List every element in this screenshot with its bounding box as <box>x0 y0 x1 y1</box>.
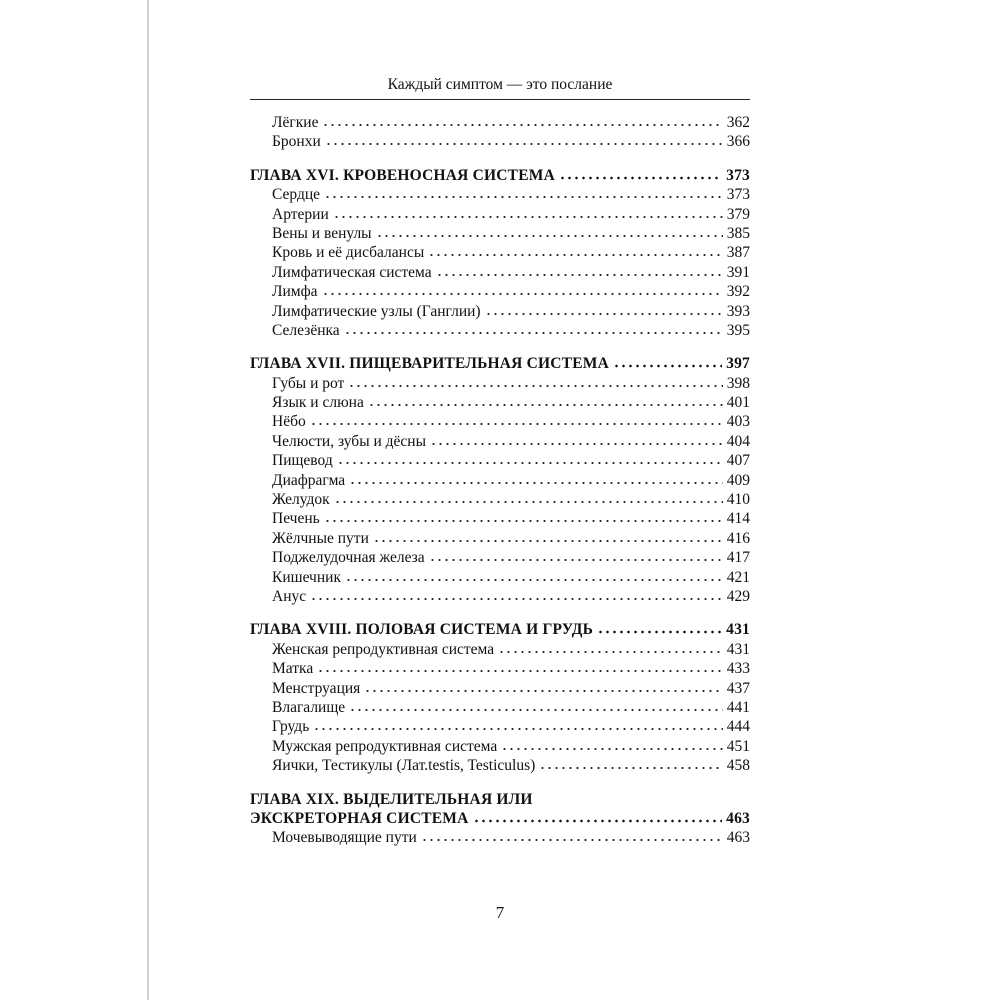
toc-entry-label: Мочевыводящие пути <box>272 829 417 847</box>
toc-entry <box>250 432 750 451</box>
chapter-title: ГЛАВА XVII. ПИЩЕВАРИТЕЛЬНАЯ СИСТЕМА <box>250 355 609 373</box>
toc-entry-label: Вены и венулы <box>272 224 372 242</box>
dot-leader <box>345 568 723 582</box>
toc-entry-page: 379 <box>726 205 750 223</box>
toc-entry-label: Мужская репродуктивная система <box>272 737 498 755</box>
dot-leader <box>364 679 722 693</box>
toc-entry-label: Пищевод <box>272 452 333 470</box>
toc-entry-label: Поджелудочная железа <box>272 549 425 567</box>
toc-entry-page: 385 <box>726 224 750 242</box>
chapter-heading <box>250 620 750 639</box>
chapter-heading <box>250 790 750 829</box>
toc-entry-label: Бронхи <box>272 133 321 151</box>
toc-entry-page: 362 <box>726 114 750 131</box>
toc-entry <box>250 205 750 224</box>
toc-entry <box>250 132 750 151</box>
dot-leader <box>539 756 722 770</box>
toc-entry-label: Челюсти, зубы и дёсны <box>272 432 427 450</box>
toc-entry <box>250 113 750 132</box>
toc-entry-label: Кишечник <box>272 568 341 586</box>
toc-entry <box>250 412 750 431</box>
toc-entry-label: Лимфатическая система <box>272 263 432 281</box>
toc-continued-group <box>250 113 750 152</box>
toc-entry <box>250 659 750 678</box>
toc-entry <box>250 587 750 606</box>
toc-entry-label: Селезёнка <box>272 321 340 339</box>
toc-entry <box>250 224 750 243</box>
toc-chapter-17 <box>250 354 750 606</box>
toc-entry <box>250 302 750 321</box>
dot-leader <box>421 828 723 842</box>
toc-entry <box>250 243 750 262</box>
toc-chapter-19 <box>250 790 750 848</box>
chapter-heading-line-2 <box>250 809 750 828</box>
chapter-title-line-2: ЭКСКРЕТОРНАЯ СИСТЕМА <box>250 809 469 827</box>
toc-entry-label: Диафрагма <box>272 471 346 489</box>
dot-leader <box>324 185 723 199</box>
chapter-page: 397 <box>726 355 750 373</box>
dot-leader <box>498 640 723 654</box>
toc-entry-label: Лёгкие <box>272 114 319 131</box>
dot-leader <box>349 698 723 712</box>
toc-entry-label: Женская репродуктивная система <box>272 640 495 658</box>
toc-entry-page: 429 <box>726 587 750 605</box>
toc-entry <box>250 490 750 509</box>
dot-leader <box>348 374 722 388</box>
toc-entry-label: Анус <box>272 587 307 605</box>
toc-entry <box>250 640 750 659</box>
running-title: Каждый симптом — это послание <box>387 76 613 93</box>
toc-entry-label: Язык и слюна <box>272 394 364 412</box>
toc-entry-page: 393 <box>726 302 750 320</box>
toc-entry <box>250 679 750 698</box>
dot-leader <box>428 243 722 257</box>
toc-entry-page: 398 <box>726 374 750 392</box>
page-number: 7 <box>495 903 505 922</box>
toc-entry-label: Артерии <box>272 205 329 223</box>
toc-entry <box>250 263 750 282</box>
toc-entry-page: 416 <box>726 529 750 547</box>
dot-leader <box>373 529 723 543</box>
chapter-heading <box>250 354 750 373</box>
dot-leader <box>559 166 722 180</box>
chapter-page: 431 <box>726 621 750 639</box>
toc-entry-page: 441 <box>726 698 750 716</box>
toc-entry-label: Губы и рот <box>272 374 345 392</box>
toc-entry-page: 392 <box>726 283 750 301</box>
toc-entry <box>250 451 750 470</box>
toc-entry-page: 444 <box>726 718 750 736</box>
dot-leader <box>344 321 723 335</box>
toc-entry-page: 366 <box>726 133 750 151</box>
toc-entry-label: Грудь <box>272 718 310 736</box>
toc-entry <box>250 185 750 204</box>
dot-leader <box>485 302 723 316</box>
toc-entry <box>250 548 750 567</box>
toc-entry-page: 417 <box>726 549 750 567</box>
dot-leader <box>324 509 723 523</box>
table-of-contents <box>250 113 750 862</box>
dot-leader <box>333 205 723 219</box>
chapter-heading <box>250 166 750 185</box>
dot-leader <box>597 620 722 634</box>
chapter-title: ГЛАВА XVIII. ПОЛОВАЯ СИСТЕМА И ГРУДЬ <box>250 621 594 639</box>
toc-entry <box>250 282 750 301</box>
toc-chapter-16 <box>250 166 750 341</box>
toc-entry <box>250 529 750 548</box>
toc-entry-page: 401 <box>726 394 750 412</box>
dot-leader <box>322 113 722 127</box>
toc-entry <box>250 509 750 528</box>
chapter-page: 373 <box>726 166 750 184</box>
dot-leader <box>334 490 723 504</box>
toc-entry-page: 410 <box>726 491 750 509</box>
toc-entry <box>250 737 750 756</box>
dot-leader <box>349 471 723 485</box>
toc-entry-page: 404 <box>726 432 750 450</box>
toc-entry-label: Нёбо <box>272 413 306 431</box>
toc-entry-label: Кровь и её дисбалансы <box>272 244 425 262</box>
toc-entry-page: 391 <box>726 263 750 281</box>
dot-leader <box>501 737 723 751</box>
dot-leader <box>310 587 723 601</box>
toc-entry-label: Влагалище <box>272 698 346 716</box>
chapter-page: 463 <box>726 809 750 827</box>
dot-leader <box>325 132 723 146</box>
dot-leader <box>313 717 722 731</box>
toc-entry-page: 407 <box>726 452 750 470</box>
book-page-edge <box>147 0 149 1000</box>
dot-leader <box>337 451 723 465</box>
chapter-title: ГЛАВА XVI. КРОВЕНОСНАЯ СИСТЕМА <box>250 166 555 184</box>
dot-leader <box>322 282 723 296</box>
toc-entry-page: 463 <box>726 829 750 847</box>
dot-leader <box>436 263 723 277</box>
dot-leader <box>376 224 723 238</box>
toc-entry-label: Печень <box>272 510 320 528</box>
toc-entry-page: 451 <box>726 737 750 755</box>
toc-entry <box>250 698 750 717</box>
toc-entry-page: 395 <box>726 321 750 339</box>
toc-entry-label: Менструация <box>272 679 361 697</box>
toc-entry <box>250 717 750 736</box>
toc-entry <box>250 393 750 412</box>
dot-leader <box>317 659 723 673</box>
toc-entry-page: 431 <box>726 640 750 658</box>
toc-entry <box>250 471 750 490</box>
toc-entry-label: Лимфатические узлы (Ганглии) <box>272 302 481 320</box>
dot-leader <box>310 412 723 426</box>
toc-entry <box>250 374 750 393</box>
toc-entry-page: 403 <box>726 413 750 431</box>
toc-entry-page: 387 <box>726 244 750 262</box>
dot-leader <box>430 432 723 446</box>
toc-entry-page: 433 <box>726 660 750 678</box>
toc-entry-page: 437 <box>726 679 750 697</box>
toc-entry-label: Яички, Тестикулы (Лат.testis, Testiculus) <box>272 757 536 775</box>
toc-entry-page: 409 <box>726 471 750 489</box>
dot-leader <box>473 809 723 823</box>
toc-entry-label: Жёлчные пути <box>272 529 369 547</box>
toc-entry-page: 373 <box>726 186 750 204</box>
toc-entry-page: 414 <box>726 510 750 528</box>
toc-entry <box>250 756 750 775</box>
toc-entry-page: 421 <box>726 568 750 586</box>
toc-entry-page: 458 <box>726 757 750 775</box>
dot-leader <box>613 354 722 368</box>
toc-entry <box>250 828 750 847</box>
header-rule <box>250 99 750 100</box>
toc-entry-label: Сердце <box>272 186 321 204</box>
dot-leader <box>429 548 723 562</box>
chapter-title-line-1: ГЛАВА XIX. ВЫДЕЛИТЕЛЬНАЯ ИЛИ <box>250 790 533 808</box>
toc-entry-label: Лимфа <box>272 283 318 301</box>
toc-chapter-18 <box>250 620 750 775</box>
toc-entry-label: Желудок <box>272 491 330 509</box>
toc-entry-label: Матка <box>272 660 314 678</box>
toc-entry <box>250 568 750 587</box>
toc-entry <box>250 321 750 340</box>
dot-leader <box>368 393 723 407</box>
